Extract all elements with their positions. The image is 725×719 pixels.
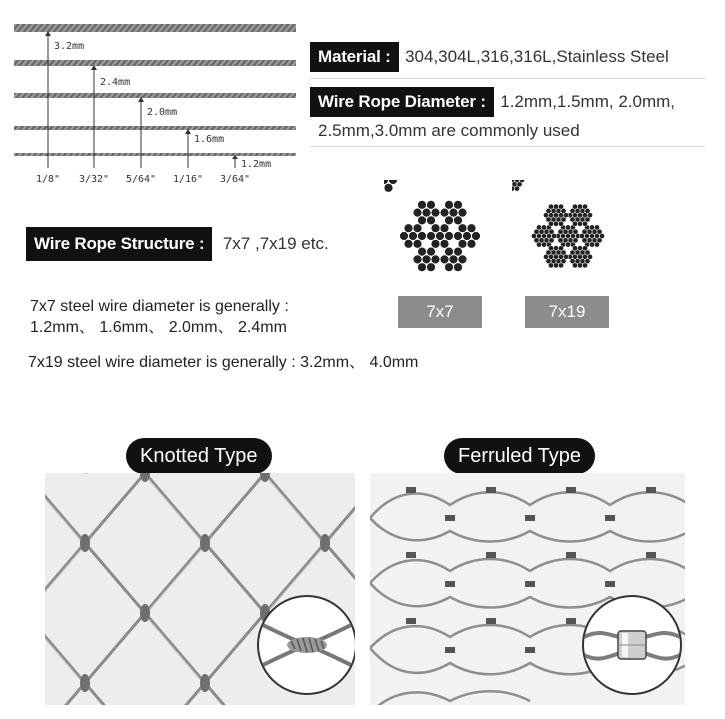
diam-label-2: 2.0mm xyxy=(147,107,178,118)
wire-rope-structure-row xyxy=(26,227,329,261)
wire-rope-diameter-value-1: 1.2mm,1.5mm, 2.0mm, xyxy=(500,92,675,111)
diam-label-1: 2.4mm xyxy=(100,77,131,88)
label-7x19: 7x19 xyxy=(525,296,609,328)
fraction-label-1: 3/32" xyxy=(78,174,110,185)
ferruled-mesh-photo xyxy=(370,473,685,705)
rope-3-2mm xyxy=(14,24,296,32)
note-7x7-values: 1.2mm、 1.6mm、 2.0mm、 2.4mm xyxy=(30,319,287,336)
material-tag: Material : xyxy=(310,42,399,72)
wire-diameter-diagram xyxy=(10,18,300,188)
diam-label-4: 1.2mm xyxy=(241,159,272,170)
fraction-label-3: 1/16" xyxy=(172,174,204,185)
ferrule-detail-icon xyxy=(584,597,680,693)
ferrule-detail-inset xyxy=(582,595,682,695)
rope-1-2mm xyxy=(14,153,296,156)
knotted-mesh-photo xyxy=(45,473,355,705)
material-row xyxy=(310,42,669,72)
rope-2-0mm xyxy=(14,93,296,98)
knot-detail-icon xyxy=(259,597,355,693)
wire-rope-diameter-row xyxy=(310,87,675,117)
wire-rope-diameter-tag: Wire Rope Diameter : xyxy=(310,87,494,117)
fraction-label-4: 3/64" xyxy=(219,174,251,185)
divider xyxy=(310,146,705,147)
cross-section-7x19 xyxy=(512,180,624,292)
label-7x7: 7x7 xyxy=(398,296,482,328)
fraction-label-2: 5/64" xyxy=(125,174,157,185)
wire-rope-structure-value: 7x7 ,7x19 etc. xyxy=(222,234,329,253)
fraction-label-0: 1/8" xyxy=(35,174,61,185)
note-7x19: 7x19 steel wire diameter is generally : 3.2mm、 4.0mm xyxy=(28,354,419,371)
cross-section-7x7 xyxy=(384,180,496,292)
wire-rope-diameter-value-2: 2.5mm,3.0mm are commonly used xyxy=(318,121,580,140)
note-7x7-heading: 7x7 steel wire diameter is generally : xyxy=(30,298,289,315)
material-value: 304,304L,316,316L,Stainless Steel xyxy=(405,47,669,66)
knotted-type-badge: Knotted Type xyxy=(126,438,272,474)
rope-2-4mm xyxy=(14,60,296,66)
knot-detail-inset xyxy=(257,595,355,695)
diam-label-0: 3.2mm xyxy=(54,41,85,52)
wire-rope-structure-tag: Wire Rope Structure : xyxy=(26,227,212,261)
rope-1-6mm xyxy=(14,126,296,130)
diam-label-3: 1.6mm xyxy=(194,134,225,145)
ferruled-type-badge: Ferruled Type xyxy=(444,438,595,474)
divider xyxy=(310,78,705,79)
